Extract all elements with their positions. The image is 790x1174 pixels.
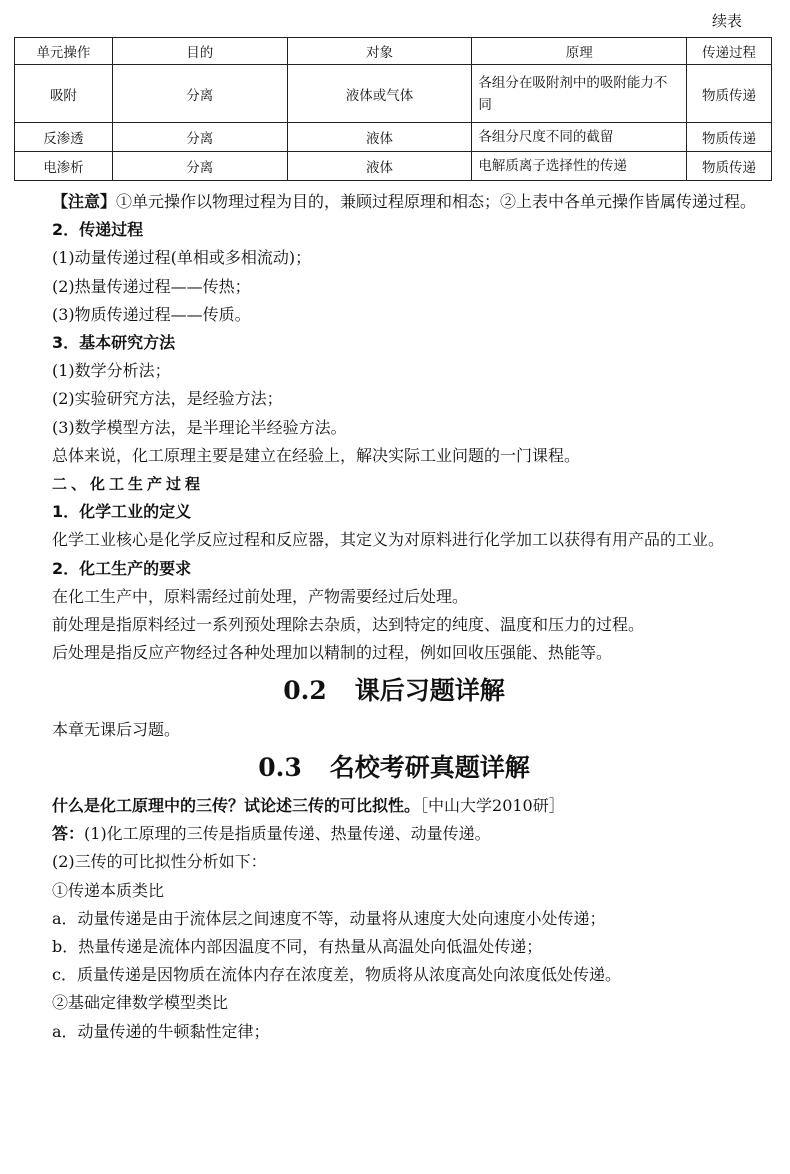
note-paragraph (14, 188, 774, 216)
answer-line: a．动量传递的牛顿黏性定律； (52, 1021, 270, 1041)
section-0-2-heading (14, 677, 774, 705)
section-title: 名校考研真题详解 (329, 752, 530, 782)
table-row (15, 65, 772, 123)
table-header-cell: 对象 (287, 38, 472, 65)
list-item: 后处理是指反应产物经过各种处理加以精制的过程，例如回收压强能、热能等。 (52, 643, 613, 663)
table-cell: 物质传递 (687, 65, 772, 123)
list-item: (2)实验研究方法，是经验方法； (52, 389, 283, 409)
answer-text: (1)化工原理的三传是指质量传递、热量传递、动量传递。 (84, 824, 491, 844)
section-title: 课后习题详解 (354, 676, 505, 706)
table-cell: 反渗透 (15, 123, 113, 152)
list-item: (1)动量传递过程(单相或多相流动)； (52, 248, 312, 268)
methods-summary: 总体来说，化工原理主要是建立在经验上，解决实际工业问题的一门课程。 (52, 445, 581, 465)
table-cell: 液体 (287, 123, 472, 152)
question-source: ［中山大学2010研］ (420, 796, 565, 816)
note-tag: 【注意】 (52, 192, 117, 211)
table-header-cell: 单元操作 (15, 38, 113, 65)
unit-operations-table (14, 37, 772, 181)
table-cell: 物质传递 (687, 123, 772, 152)
answer-line: ②基础定律数学模型类比 (52, 993, 229, 1013)
table-cell: 各组分在吸附剂中的吸附能力不同 (472, 65, 687, 123)
definition-text: 化学工业核心是化学反应过程和反应器，其定义为对原料进行化学加工以获得有用产品的工业。 (52, 530, 725, 550)
table-cell: 分离 (112, 123, 287, 152)
list-item: (3)数学模型方法，是半理论半经验方法。 (52, 417, 347, 437)
section-number: 0.3 (258, 752, 302, 782)
definition-heading: 1．化学工业的定义 (52, 502, 192, 522)
table-cell: 各组分尺度不同的截留 (472, 123, 687, 152)
requirements-heading: 2．化工生产的要求 (52, 558, 192, 578)
note-text: ①单元操作以物理过程为目的，兼顾过程原理和相态；②上表中各单元操作皆属传递过程。 (116, 192, 757, 211)
list-item: (1)数学分析法； (52, 361, 171, 381)
table-cell: 物质传递 (687, 152, 772, 181)
table-header-cell: 传递过程 (687, 38, 772, 65)
table-cell: 分离 (112, 65, 287, 123)
transfer-heading: 2．传递过程 (52, 220, 144, 240)
table-header-row (15, 38, 772, 65)
exam-question (14, 792, 774, 820)
table-cell: 电渗析 (15, 152, 113, 181)
list-item: (2)热量传递过程——传热； (52, 276, 251, 296)
answer-line: b．热量传递是流体内部因温度不同，有热量从高温处向低温处传递； (52, 937, 543, 957)
table-cell: 液体 (287, 152, 472, 181)
list-item: (3)物质传递过程——传质。 (52, 304, 251, 324)
answer-first-line (14, 820, 774, 848)
section-number: 0.2 (283, 676, 327, 706)
answer-line: a．动量传递是由于流体层之间速度不等，动量将从速度大处向速度小处传递； (52, 908, 606, 928)
continued-label: 续表 (711, 12, 742, 30)
table-row (15, 123, 772, 152)
table-cell: 液体或气体 (287, 65, 472, 123)
answer-tag: 答： (52, 824, 85, 844)
section-0-2-text: 本章无课后习题。 (52, 719, 181, 739)
table-header-cell: 目的 (112, 38, 287, 65)
main-text (14, 188, 774, 1046)
table-row (15, 152, 772, 181)
answer-line: ①传递本质类比 (52, 880, 165, 900)
answer-line: (2)三传的可比拟性分析如下： (52, 852, 267, 872)
list-item: 前处理是指原料经过一系列预处理除去杂质，达到特定的纯度、温度和压力的过程。 (52, 615, 645, 635)
question-text: 什么是化工原理中的三传？试论述三传的可比拟性。 (52, 796, 421, 816)
answer-line: c．质量传递是因物质在流体内存在浓度差，物质将从浓度高处向浓度低处传递。 (52, 965, 621, 985)
list-item: 在化工生产中，原料需经过前处理，产物需要经过后处理。 (52, 586, 469, 606)
table-header-cell: 原理 (472, 38, 687, 65)
section-two-heading: 二、化工生产过程 (52, 475, 205, 494)
section-0-3-heading (14, 754, 774, 782)
table-cell: 吸附 (15, 65, 113, 123)
table-cell: 分离 (112, 152, 287, 181)
methods-heading: 3．基本研究方法 (52, 333, 176, 353)
table-cell: 电解质离子选择性的传递 (472, 152, 687, 181)
